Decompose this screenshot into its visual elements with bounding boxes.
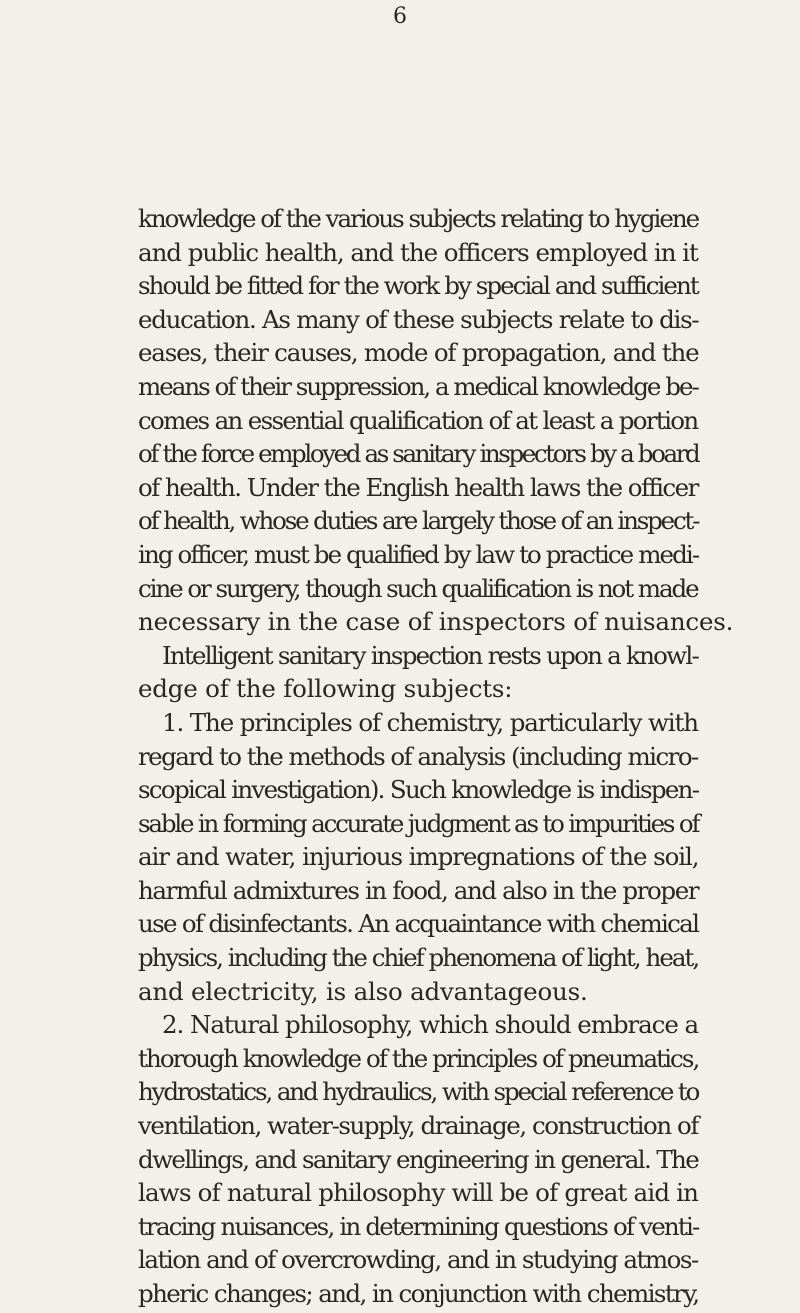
text-line: physics, including the chief phenomena of light, heat, (138, 943, 699, 973)
text-line: use of disinfectants. An acquaintance with chemical (138, 909, 699, 939)
text-line: laws of natural philosophy will be of great aid in (138, 1178, 699, 1208)
text-line: Intelligent sanitary inspection rests upon a knowl- (162, 640, 699, 670)
text-line: ing officer, must be qualified by law to practice medi- (138, 539, 699, 569)
text-line: of the force employed as sanitary inspectors by a board (138, 439, 699, 469)
body-text (138, 202, 734, 1311)
text-line: should be fitted for the work by special and sufficient (138, 271, 698, 301)
text-line: eases, their causes, mode of propagation, and the (138, 338, 699, 368)
text-line: and electricity, is also advantageous. (138, 976, 588, 1006)
text-line: sable in forming accurate judgment as to impurities of (138, 808, 699, 838)
text-line: edge of the following subjects: (138, 674, 513, 704)
text-line: tracing nuisances, in determining questions of venti- (138, 1211, 699, 1241)
text-line: pheric changes; and, in conjunction with chemistry, (138, 1279, 699, 1308)
page-number: 6 (393, 4, 407, 29)
text-line: means of their suppression, a medical knowledge be- (138, 371, 698, 401)
text-line: education. As many of these subjects relate to dis- (138, 304, 699, 334)
text-line: air and water, injurious impregnations of the soil, (138, 842, 699, 872)
text-line: hydrostatics, and hydraulics, with special reference to (138, 1077, 699, 1107)
text-line: 2. Natural philosophy, which should embrace a (162, 1010, 699, 1040)
text-line: harmful admixtures in food, and also in the proper (138, 875, 699, 905)
text-line: comes an essential qualification of at least a portion (138, 405, 698, 435)
text-line: of health, whose duties are largely those of an inspect- (138, 506, 699, 536)
text-line: lation and of overcrowding, and in studying atmos- (138, 1245, 698, 1275)
text-line: cine or surgery, though such qualification is not made (138, 573, 698, 603)
text-line: dwellings, and sanitary engineering in general. The (138, 1144, 699, 1174)
text-line: ventilation, water-supply, drainage, construction of (138, 1111, 698, 1141)
text-line: thorough knowledge of the principles of pneumatics, (138, 1043, 699, 1073)
text-line: knowledge of the various subjects relating to hygiene (138, 204, 699, 233)
text-line: 1. The principles of chemistry, particularly with (162, 707, 698, 737)
text-line: necessary in the case of inspectors of nuisances. (138, 607, 734, 637)
text-line: regard to the methods of analysis (including micro- (138, 741, 698, 771)
text-line: of health. Under the English health laws the officer (138, 472, 698, 502)
text-line: scopical investigation). Such knowledge is indispen- (138, 775, 699, 805)
text-line: and public health, and the officers employed in it (138, 237, 698, 267)
